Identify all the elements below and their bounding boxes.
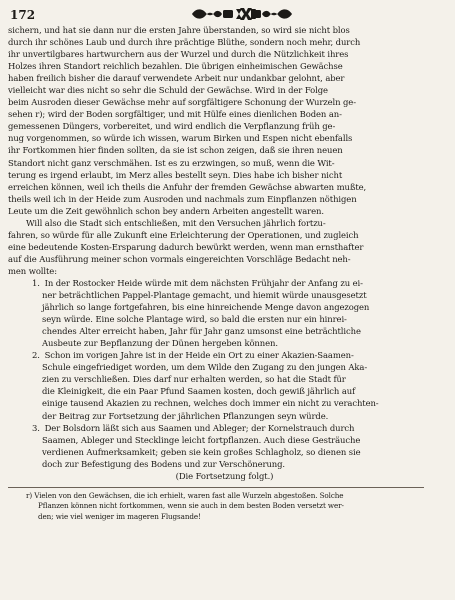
text-line: Saamen, Ableger und Stecklinge leicht fortpflanzen. Auch diese Gesträuche <box>42 434 361 445</box>
footnote-line: r) Vielen von den Gewächsen, die ich erhielt, waren fast alle Wurzeln abgestoßen. Solche <box>26 490 344 500</box>
text-line <box>8 349 441 361</box>
text-line: Will also die Stadt sich entschließen, mit den Versuchen jährlich fortzu- <box>26 217 326 228</box>
text-line: auf die Ausführung meiner schon vormals eingereichten Vorschläge Bedacht neh- <box>8 253 351 264</box>
text-line: chendes Alter erreicht haben, Jahr für Jahr ganz umsonst eine beträchtliche <box>42 326 361 337</box>
text-line: theils weil ich in der Heide zum Ausroden und nachmals zum Einpflanzen nöthigen <box>8 193 357 204</box>
footnote-line: Pflanzen können nicht fortkommen, wenn sie auch in dem besten Boden versetzt wer- <box>38 501 344 511</box>
main-text <box>8 24 441 482</box>
text-line: erreichen können, weil ich theils die Anfuhr der fremden Gewächse abwarten mußte, <box>8 181 367 192</box>
numbered-list <box>8 277 441 470</box>
text-line: eine bedeutende Kosten-Ersparung dadurch bewürkt werden, wenn man ernsthafter <box>8 241 364 252</box>
text-line: ner beträchtlichen Pappel-Plantage gemacht, und hiemit würde unausgesetzt <box>42 290 367 301</box>
item-number: 1. <box>32 277 40 288</box>
text-line: gemessenen Düngers, vorbereitet, und wird endlich die Verpflanzung früh ge- <box>8 121 336 132</box>
footnote <box>8 491 441 522</box>
text-line: Holzes ihren Standort reichlich bezahlen. Die übrigen einheimischen Gewächse <box>8 61 343 72</box>
text-line: vielleicht war dies nicht so sehr die Schuld der Gewächse. Wird in der Folge <box>8 85 328 96</box>
text-line: haben freilich bisher die darauf verwendete Arbeit nur undankbar gelohnt, aber <box>8 73 345 84</box>
text-line <box>8 422 441 434</box>
text-line: durch ihr schönes Laub und durch ihre prächtige Blüthe, sondern noch mehr, durch <box>8 37 361 48</box>
text-line: einige tausend Akazien zu rechnen, welches doch immer ein nicht zu verachten- <box>42 398 379 409</box>
printer-flourish-ornament-icon <box>190 7 294 21</box>
continuation-note: (Die Fortsetzung folgt.) <box>175 470 274 481</box>
page-header <box>8 6 441 24</box>
item-number: 2. <box>32 350 40 361</box>
text-line <box>8 277 441 289</box>
text-line: verdienen Aufmerksamkeit; geben sie kein großes Schlagholz, so dienen sie <box>42 446 361 457</box>
text-line: seyn würde. Eine solche Plantage wird, so bald die ersten nur ein hinrei- <box>42 314 347 325</box>
text-line: Ausbeute zur Bepflanzung der Dünen hergeben können. <box>42 338 278 349</box>
text-line: ihr unvertilgbares hartwurchern aus der Wurzel und durch die Nützlichkeit ihres <box>8 49 349 60</box>
item-text: In der Rostocker Heide würde mit dem nächsten Frühjahr der Anfang zu ei- <box>44 277 363 288</box>
item-text: Der Bolsdorn läßt sich aus Saamen und Ableger; der Kornelstrauch durch <box>44 422 355 433</box>
item-text: Schon im vorigen Jahre ist in der Heide ein Ort zu einer Akazien-Saamen- <box>44 350 354 361</box>
footnote-line: den; wie viel weniger im mageren Flugsande! <box>38 511 201 521</box>
list-item <box>8 349 441 421</box>
text-line: Standort nicht ganz verschmähen. Ist es zu erzwingen, so muß, wenn die Wit- <box>8 157 335 168</box>
paragraph-2 <box>8 217 441 277</box>
text-line: fahren, so würde für alle Zukunft eine Erleichterung der Operationen, und zugleich <box>8 229 359 240</box>
list-item <box>8 277 441 349</box>
text-line: sichern, und hat sie dann nur die ersten Jahre überstanden, so wird sie nicht blos <box>8 25 350 35</box>
text-line: sehen r); wird der Boden sorgfältiger, und mit Hülfe eines dienlichen Boden an- <box>8 109 342 120</box>
footnote-divider <box>8 487 424 488</box>
text-line: ihr Fortkommen hier finden sollten, da sie ist schon zeigen, daß sie ihren neuen <box>8 145 343 156</box>
text-line: die Kleinigkeit, die ein Paar Pfund Saamen kosten, doch gewiß jährlich auf <box>42 386 356 397</box>
paragraph-1 <box>8 24 441 217</box>
text-line: nug vorgenommen, so würde ich wissen, warum Birken und Espen nicht ebenfalls <box>8 133 353 144</box>
item-number: 3. <box>32 422 40 433</box>
text-line: terung es irgend erlaubt, im Merz alles bestellt seyn. Dies habe ich bisher nicht <box>8 169 343 180</box>
list-item <box>8 422 441 470</box>
text-line: Schule eingefriediget worden, um dem Wilde den Zugang zu den jungen Aka- <box>42 362 368 373</box>
text-line: doch zur Befestigung des Bodens und zur Verschönerung. <box>42 458 285 469</box>
page-number: 172 <box>10 8 36 22</box>
text-line: men wollte: <box>8 265 57 276</box>
text-line: Leute um die Zeit gewöhnlich schon bey andern Arbeiten angestellt waren. <box>8 205 324 216</box>
text-line: beim Ausroden dieser Gewächse mehr auf sorgfältigere Schonung der Wurzeln ge- <box>8 97 356 108</box>
text-line: zien zu verschließen. Dies darf nur erhalten werden, so hat die Stadt für <box>42 374 346 385</box>
text-line: jährlich so lange fortgefahren, bis eine hinreichende Menge davon angezogen <box>42 302 370 313</box>
text-line: der Beitrag zur Fortsetzung der jährlichen Pflanzungen seyn würde. <box>42 410 329 421</box>
